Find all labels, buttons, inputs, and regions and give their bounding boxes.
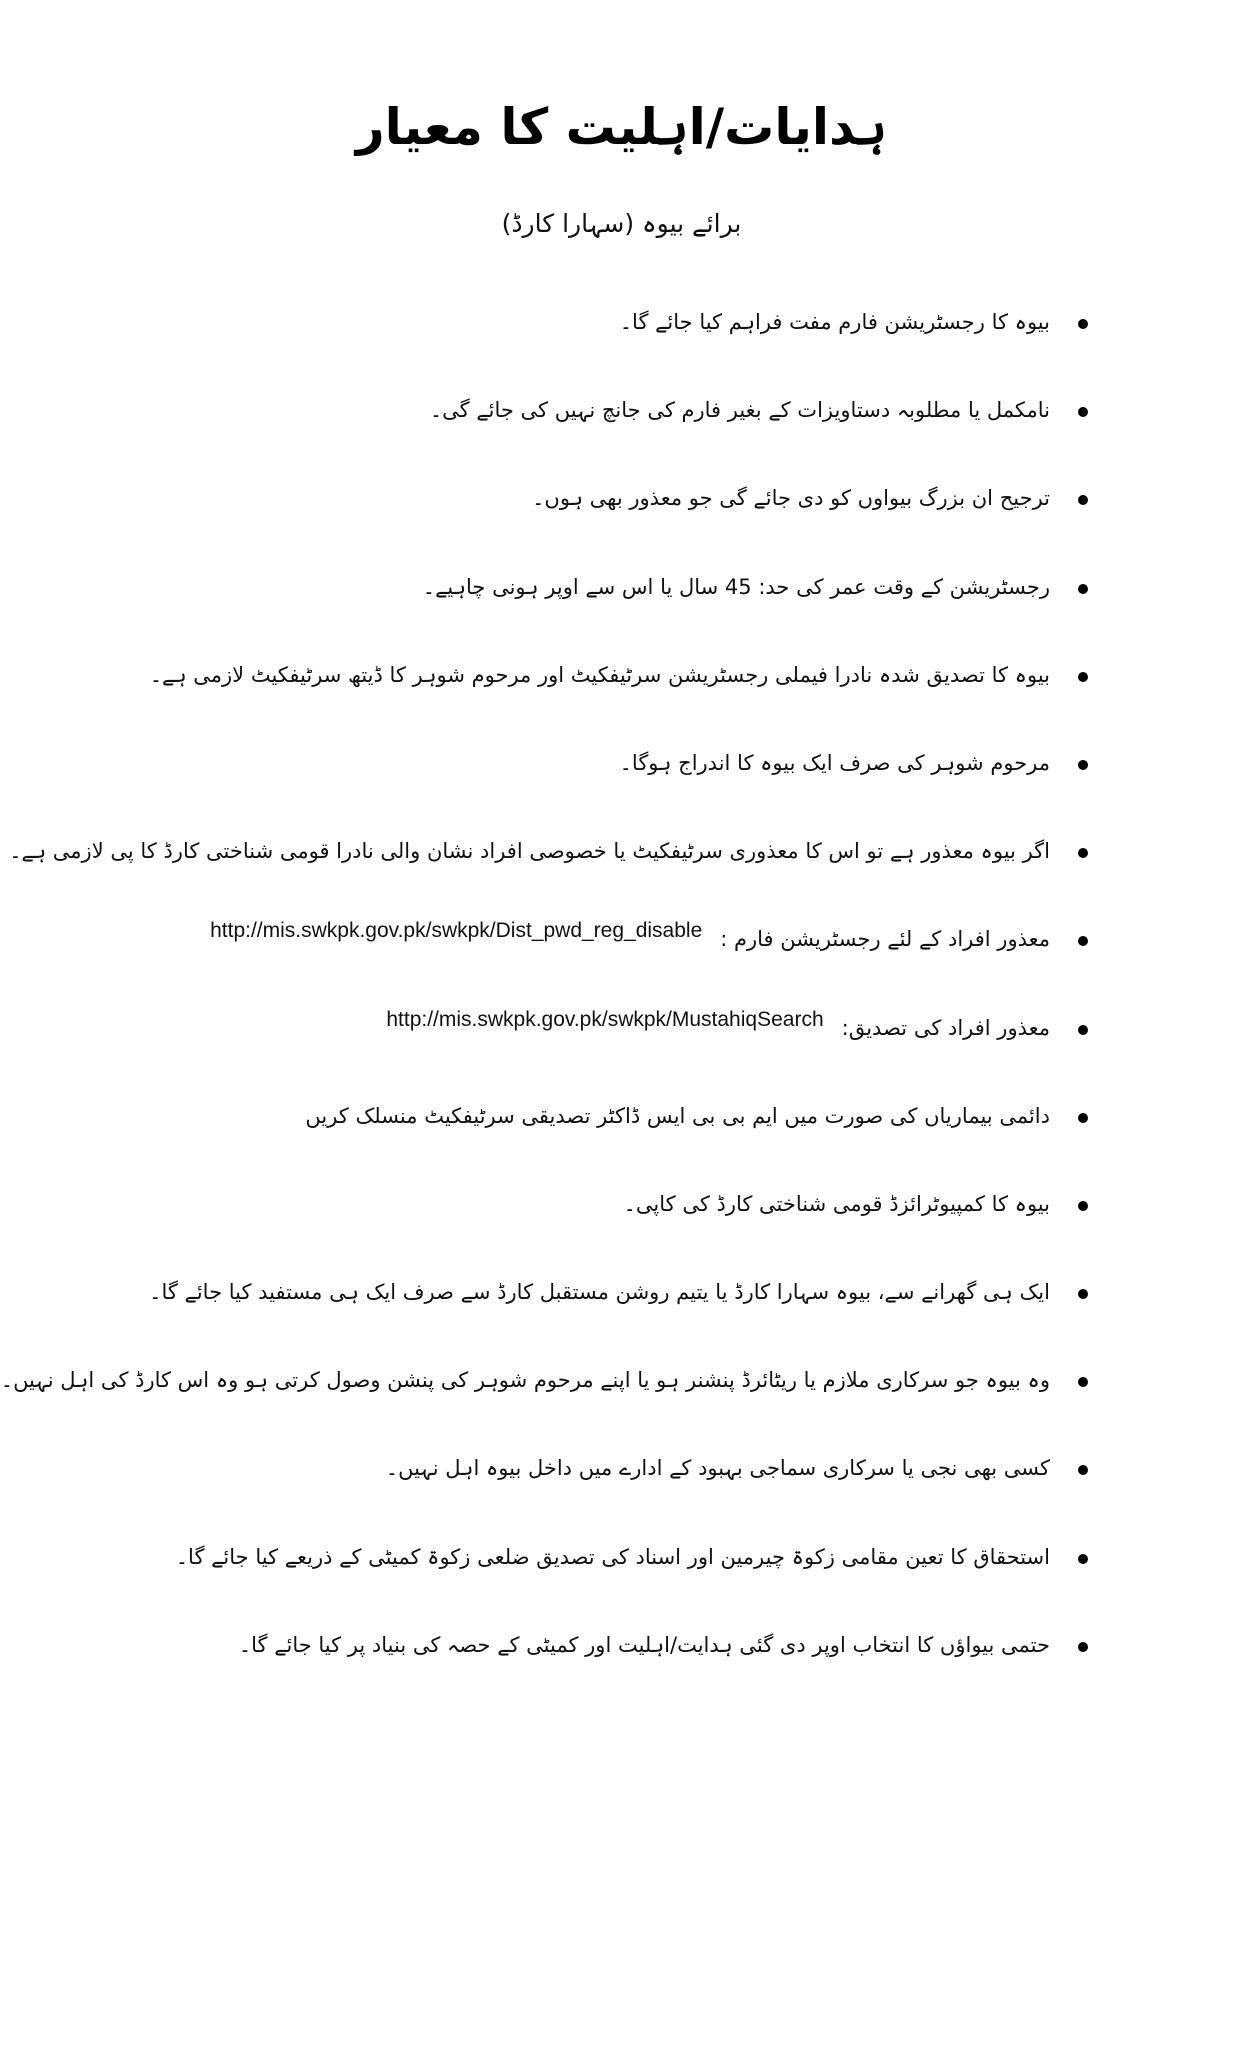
bullet-icon (1078, 936, 1088, 946)
bullet-icon (1078, 495, 1088, 505)
registration-form-link[interactable]: http://mis.swkpk.gov.pk/swkpk/Dist_pwd_reg_disable (210, 919, 703, 943)
list-item (138, 1448, 1088, 1536)
list-item-text: حتمی بیواؤں کا انتخاب اوپر دی گئی ہدایت/اہلیت اور کمیٹی کے حصہ کی بنیاد پر کیا جائے گا۔ (238, 1632, 1050, 1657)
bullet-icon (1078, 1642, 1088, 1652)
list-item (138, 478, 1088, 566)
list-item (0, 1360, 1088, 1448)
list-item (9, 831, 1088, 919)
list-item-text: بیوہ کا کمپیوٹرائزڈ قومی شناختی کارڈ کی کاپی۔ (623, 1191, 1050, 1216)
bullet-icon (1078, 1113, 1088, 1123)
bullet-icon (1078, 672, 1088, 682)
bullet-icon (1078, 1289, 1088, 1299)
bullet-icon (1078, 1201, 1088, 1211)
bullet-icon (1078, 1025, 1088, 1035)
bullet-icon (1078, 760, 1088, 770)
list-item-text: دائمی بیماریاں کی صورت میں ایم بی بی ایس ڈاکٹر تصدیقی سرٹیفکیٹ منسلک کریں (305, 1103, 1050, 1128)
list-item-text: رجسٹریشن کے وقت عمر کی حد: 45 سال یا اس سے اوپر ہونی چاہیے۔ (422, 574, 1050, 599)
list-item (138, 1272, 1088, 1360)
list-item (138, 390, 1088, 478)
bullet-icon (1078, 319, 1088, 329)
instructions-list (0, 302, 1088, 1713)
list-item-text: معذور افراد کے لئے رجسٹریشن فارم : (720, 927, 1050, 952)
list-item-text: اگر بیوہ معذور ہے تو اس کا معذوری سرٹیفکیٹ یا خصوصی افراد نشان والی نادرا قومی شناختی کارڈ کا پی لازمی ہے۔ (9, 839, 1050, 864)
list-item (138, 1096, 1088, 1184)
list-item-text: ترجیح ان بزرگ بیواوں کو دی جائے گی جو معذور بھی ہوں۔ (532, 486, 1050, 511)
list-item-text: نامکمل یا مطلوبہ دستاویزات کے بغیر فارم کی جانچ نہیں کی جائے گی۔ (429, 398, 1050, 423)
list-item-text: معذور افراد کی تصدیق: (841, 1015, 1050, 1040)
list-item-text: بیوہ کا رجسٹریشن فارم مفت فراہم کیا جائے گا۔ (619, 310, 1050, 334)
list-item-with-link (138, 1008, 1088, 1096)
bullet-icon (1078, 1377, 1088, 1387)
list-item-with-link (138, 919, 1088, 1007)
bullet-icon (1078, 584, 1088, 594)
list-item-text: ایک ہی گھرانے سے، بیوہ سہارا کارڈ یا یتیم روشن مستقبل کارڈ سے صرف ایک ہی مستفید کیا جائے گا۔ (149, 1280, 1050, 1305)
list-item (138, 302, 1088, 390)
bullet-icon (1078, 1465, 1088, 1475)
bullet-icon (1078, 1554, 1088, 1564)
list-item-text: کسی بھی نجی یا سرکاری سماجی بہبود کے ادارے میں داخل بیوہ اہل نہیں۔ (385, 1456, 1050, 1481)
list-item (138, 743, 1088, 831)
page-subtitle: برائے بیوہ (سہارا کارڈ) (501, 209, 742, 238)
bullet-icon (1078, 407, 1088, 417)
page-title: ہدایات/اہلیت کا معیار (355, 98, 888, 156)
list-item-text: بیوہ کا تصدیق شدہ نادرا فیملی رجسٹریشن سرٹیفکیٹ اور مرحوم شوہر کا ڈیتھ سرٹیفکیٹ لازمی ہے۔ (149, 662, 1050, 687)
list-item (138, 655, 1088, 743)
list-item-text: وہ بیوہ جو سرکاری ملازم یا ریٹائرڈ پنشنر ہو یا اپنے مرحوم شوہر کی پنشن وصول کرتی ہو وہ اس کارڈ کی اہل نہیں۔ (0, 1368, 1050, 1393)
list-item (138, 1184, 1088, 1272)
bullet-icon (1078, 848, 1088, 858)
list-item (138, 567, 1088, 655)
list-item (138, 1625, 1088, 1713)
verification-link[interactable]: http://mis.swkpk.gov.pk/swkpk/MustahiqSearch (386, 1007, 824, 1031)
list-item (138, 1537, 1088, 1625)
list-item-text: مرحوم شوہر کی صرف ایک بیوہ کا اندراج ہوگا۔ (619, 750, 1050, 775)
list-item-text: استحقاق کا تعین مقامی زکوۃ چیرمین اور اسناد کی تصدیق ضلعی زکوۃ کمیٹی کے ذریعے کیا جائے گا۔ (175, 1544, 1050, 1569)
